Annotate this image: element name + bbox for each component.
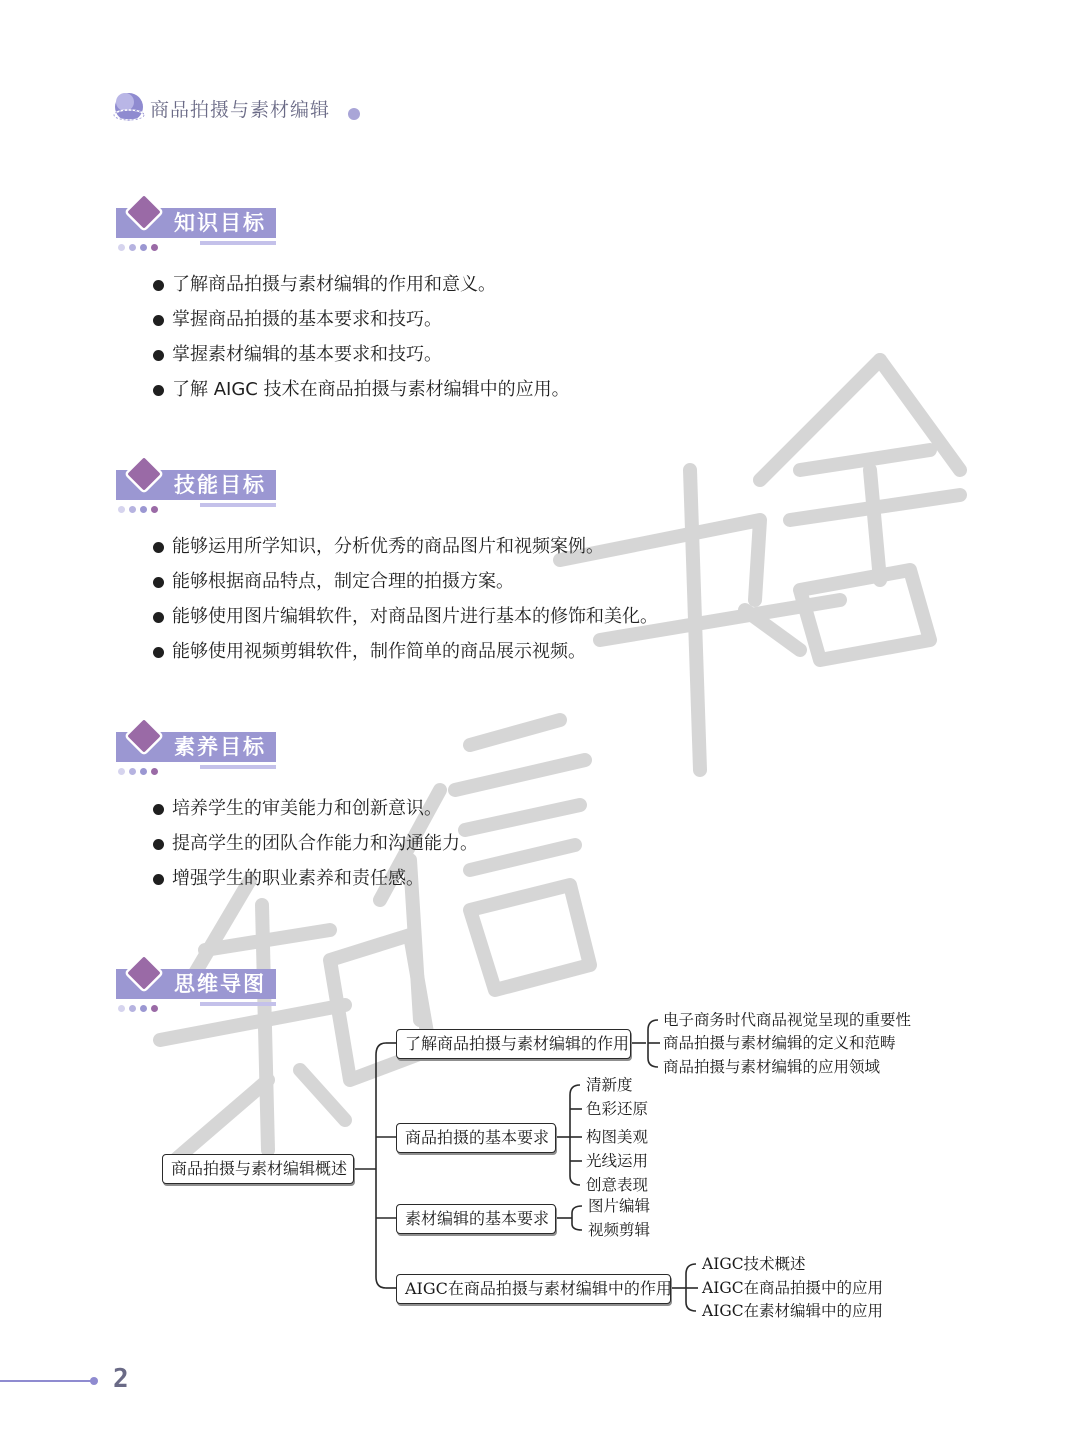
list-item: 能够使用视频剪辑软件，制作简单的商品展示视频。 xyxy=(152,637,658,672)
mindmap-leaf: 色彩还原 xyxy=(586,1100,649,1118)
mindmap-branch-node: 商品拍摄的基本要求 xyxy=(396,1123,556,1153)
mindmap-root-node: 商品拍摄与素材编辑概述 xyxy=(162,1154,354,1184)
mindmap-branch-node: 素材编辑的基本要求 xyxy=(396,1204,556,1234)
list-item: 掌握素材编辑的基本要求和技巧。 xyxy=(152,340,570,375)
mindmap-leaf: 图片编辑 xyxy=(588,1197,651,1215)
list-item: 能够使用图片编辑软件，对商品图片进行基本的修饰和美化。 xyxy=(152,602,658,637)
section-title: 知识目标 xyxy=(174,211,266,235)
header-title: 商品拍摄与素材编辑 xyxy=(150,99,331,121)
list-item: 培养学生的审美能力和创新意识。 xyxy=(152,794,478,829)
mindmap-leaf: 电子商务时代商品视觉呈现的重要性 xyxy=(663,1011,912,1029)
mindmap-leaf: 构图美观 xyxy=(586,1128,649,1146)
list-item: 了解 AIGC 技术在商品拍摄与素材编辑中的应用。 xyxy=(152,375,570,410)
footer-rule xyxy=(0,1380,92,1382)
list-item: 了解商品拍摄与素材编辑的作用和意义。 xyxy=(152,270,570,305)
mindmap-leaf: 创意表现 xyxy=(586,1176,649,1194)
section-title: 素养目标 xyxy=(174,735,266,759)
mindmap-leaf: 光线运用 xyxy=(586,1152,649,1170)
mindmap-leaf: 商品拍摄与素材编辑的应用领域 xyxy=(663,1058,881,1076)
list-item: 掌握商品拍摄的基本要求和技巧。 xyxy=(152,305,570,340)
mindmap-branch-node: 了解商品拍摄与素材编辑的作用 xyxy=(396,1029,631,1059)
page-number: 2 xyxy=(113,1364,129,1394)
list-item: 能够运用所学知识，分析优秀的商品图片和视频案例。 xyxy=(152,532,658,567)
section-title: 技能目标 xyxy=(174,473,266,497)
mindmap-leaf: AIGC技术概述 xyxy=(702,1255,806,1273)
mindmap-leaf: AIGC在商品拍摄中的应用 xyxy=(702,1279,884,1297)
mindmap-branch-node: AIGC在商品拍摄与素材编辑中的作用 xyxy=(396,1274,671,1304)
section-title: 思维导图 xyxy=(174,972,266,996)
list-item: 增强学生的职业素养和责任感。 xyxy=(152,864,478,899)
footer-dot xyxy=(90,1377,98,1385)
list-item: 能够根据商品特点，制定合理的拍摄方案。 xyxy=(152,567,658,602)
mindmap-leaf: 清新度 xyxy=(586,1076,633,1094)
list-item: 提高学生的团队合作能力和沟通能力。 xyxy=(152,829,478,864)
mindmap-leaf: 视频剪辑 xyxy=(588,1221,651,1239)
mindmap-leaf: 商品拍摄与素材编辑的定义和范畴 xyxy=(663,1034,896,1052)
mindmap-leaf: AIGC在素材编辑中的应用 xyxy=(702,1302,884,1320)
